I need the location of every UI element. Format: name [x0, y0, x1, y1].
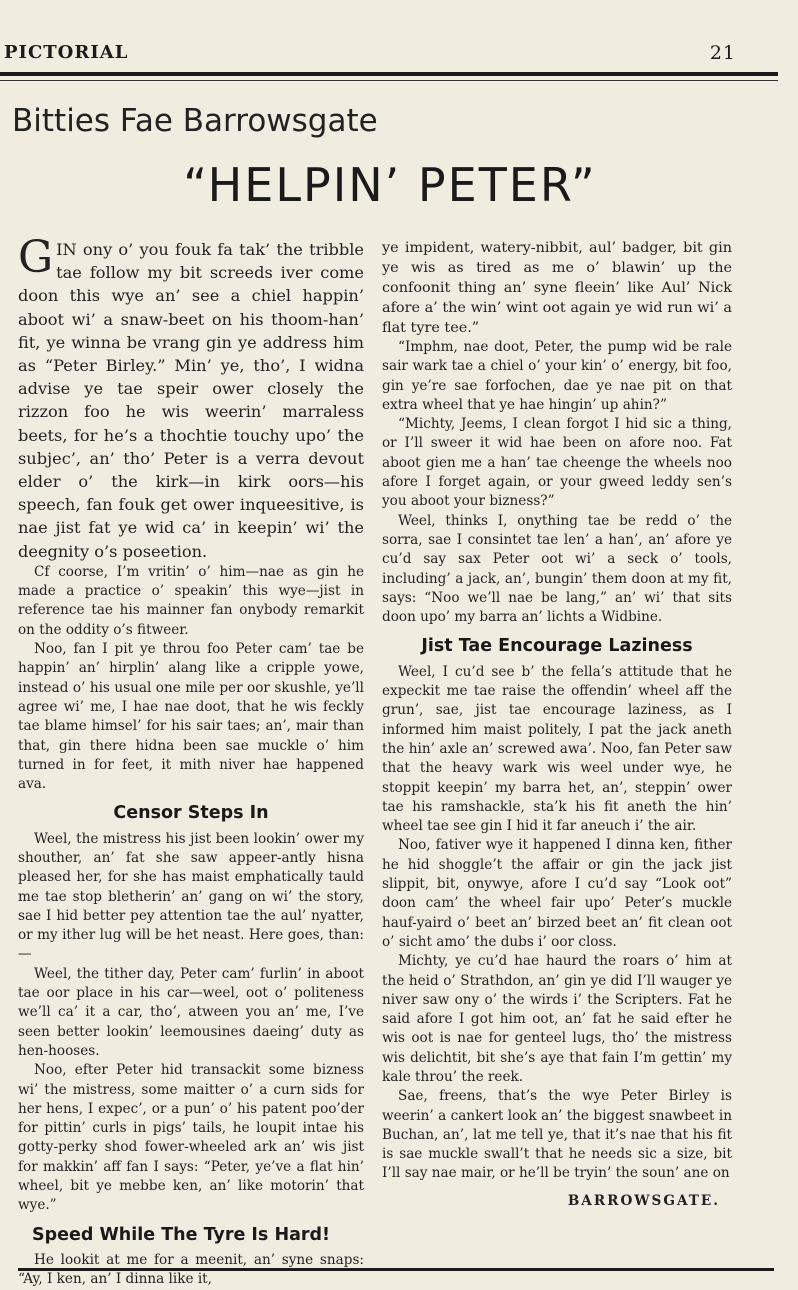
footer-rule — [18, 1268, 774, 1271]
paragraph: Noo, fan I pit ye throu foo Peter cam’ tae be happin’ an’ hirplin’ alang like a cripple yowe, instead o’ his usual one mile per oor skushle, ye’ll agree wi’ me, I hae nae doot, that he wis feckly tae blame himsel’ for his sair taes; an’, mair than that, gin there hidna been sae muckle o’ him turned in for feet, it mith niver hae happened ava. — [18, 641, 364, 793]
paragraph: Noo, efter Peter hid transackit some bizness wi’ the mistress, some maitter o’ a curn sids for her hens, I expec’, or a pun’ o’ his patent poo’der for pittin’ curls in pigs’ tails, he loupit intae his gotty-perky shod fower-wheeled ark an’ wis jist for makkin’ aff fan I says: “Peter, ye’ve a flat hin’ wheel, bit ye mebbe ken, an’ like motorin’ that wye.” — [18, 1062, 364, 1214]
subhead-censor-steps-in: Censor Steps In — [113, 803, 269, 824]
subhead-jist-tae-encourage-laziness: Jist Tae Encourage Laziness — [421, 636, 693, 657]
header-rule-thin — [0, 80, 778, 81]
paragraph: Sae, freens, that’s the wye Peter Birley is weerin’ a cankert look an’ the biggest snawbeet in Buchan, an’, lat me tell ye, that it’s nae that his fit is sae muckle swall’t that he needs sic a size, bit I’ll say nae mair, or he’ll be tryin’ the soun’ ane on — [382, 1088, 732, 1182]
paragraph: He lookit at me for a meenit, an’ syne snaps: “Ay, I ken, an’ I dinna like it, — [18, 1251, 364, 1288]
article-headline: “HELPIN’ PETER” — [183, 158, 597, 212]
page-header — [0, 40, 798, 70]
paragraph: Cf coorse, I’m vritin’ o’ him—nae as gin he made a practice o’ speakin’ this wye—jist in reference tae his mainner fan onybody remarkit on the oddity o’s fitweer. — [18, 563, 364, 638]
paragraph: Weel, the mistress his jist been lookin’ ower my shouther, an’ fat she saw appeer-antly hisna pleased her, for she has maist emphatically tauld me tae stop bletherin’ an’ gang on wi’ the story, sae I hid better pey attention tae the aul’ nyatter, or my ither lug will be het neast. Here goes, than:— — [18, 830, 364, 963]
opening-paragraph — [18, 232, 364, 563]
paragraph: Weel, thinks I, onything tae be redd o’ the sorra, sae I consintet tae len’ a han’, an’ afore ye cu’d say sax Peter oot wi’ a seck o’ tools, including’ a jack, an’, bungin’ them doon at my fit, says: “Noo we’ll nae be lang,” an’ wi’ that sits doon upo’ my barra an’ lichts a Widbine. — [382, 512, 732, 626]
opening-paragraph-text: IN ony o’ you fouk fa tak’ the tribble tae follow my bit screeds iver come doon this wye an’ see a chiel happin’ aboot wi’ a snaw-beet on his thoom-han’ fit, ye winna be vrang gin ye address him as “Peter Birley.” Min’ ye, tho’, I widna advise ye tae speir ower closely the rizzon foo he wis weerin’ marraless beets, for he’s a thochtie touchy upo’ the subjec’, an’ tho’ Peter is a verra devout elder o’ the kirk—in kirk oors—his speech, fan fouk get ower inqueesitive, is nae jist fat ye wid ca’ in keepin’ wi’ the deegnity o’s poseetion. — [18, 240, 364, 561]
paragraph: Weel, I cu’d see b’ the fella’s attitude that he expeckit me tae raise the offendin’ wheel aff the grun’, sae, jist tae encourage laziness, as I informed him maist politely, I pat the jack aneth the hin’ axle an’ screwed awa’. Noo, fan Peter saw that the heavy wark wis weel under wye, he stoppit keepin’ my barra het, an’, steppin’ ower tae his ramshackle, sta’k his fit aneth the hin’ wheel tae see gin I hid it far aneuch i’ the air. — [382, 663, 732, 835]
paragraph: “Imphm, nae doot, Peter, the pump wid be rale sair wark tae a chiel o’ your kin’ o’ energy, bit foo, gin ye’re sae forfochen, dae ye nae pit on that extra wheel that ye hae hingin’ up ahin?” — [382, 339, 732, 413]
subhead-speed-while-tyre-hard: Speed While The Tyre Is Hard! — [32, 1224, 331, 1245]
paragraph: Michty, ye cu’d hae haurd the roars o’ him at the heid o’ Strathdon, an’ gin ye did I’ll wauger ye niver saw ony o’ the wirds i’ the Scripters. Fat he said afore I got him oot, an’ fat he said efter he wis oot is nae for genteel lugs, tho’ the mistress wis delichtit, bit she’s aye that fain I’m gettin’ my kale throu’ the reek. — [382, 953, 732, 1085]
author-signature: BARROWSGATE. — [567, 1192, 720, 1209]
article-column-left — [18, 232, 364, 1290]
page-number: 21 — [709, 42, 736, 64]
paragraph: ye impident, watery-nibbit, aul’ badger, bit gin ye wis as tired as me o’ blawin’ up the confoonit thing an’ syne fleein’ like Aul’ Nick afore a’ the win’ wint oot again ye wid run wi’ a flat tyre tee.” — [382, 240, 732, 336]
header-rule-thick — [0, 72, 778, 76]
article-column-right — [382, 238, 732, 1211]
paragraph: “Michty, Jeems, I clean forgot I hid sic a thing, or I’ll sweer it wid hae been on afore noo. Fat aboot gien me a han’ tae cheenge the wheels noo afore I forget again, or your gweed leddy sen’s you aboot your bizness?” — [382, 416, 732, 510]
paragraph: Noo, fativer wye it happened I dinna ken, fither he hid shoggle’t the affair or gin the jack jist slippit, bit, onywye, afore I cu’d say “Look oot” doon cam’ the wheel fair upo’ Peter’s muckle hauf-yaird o’ beet an’ birzed beet an’ fit clean oot o’ sicht amo’ the dubs i’ oor closs. — [382, 837, 732, 950]
publication-name: PICTORIAL — [4, 42, 129, 63]
drop-cap: G — [18, 232, 54, 283]
series-title: Bitties Fae Barrowsgate — [12, 103, 378, 139]
paragraph: Weel, the tither day, Peter cam’ furlin’ in aboot tae oor place in his car—weel, oot o’ politeness we’ll ca’ it a car, tho’, atween you an’ me, I’ve seen better lookin’ leemousines daeing’ duty as hen-hooses. — [18, 965, 364, 1059]
